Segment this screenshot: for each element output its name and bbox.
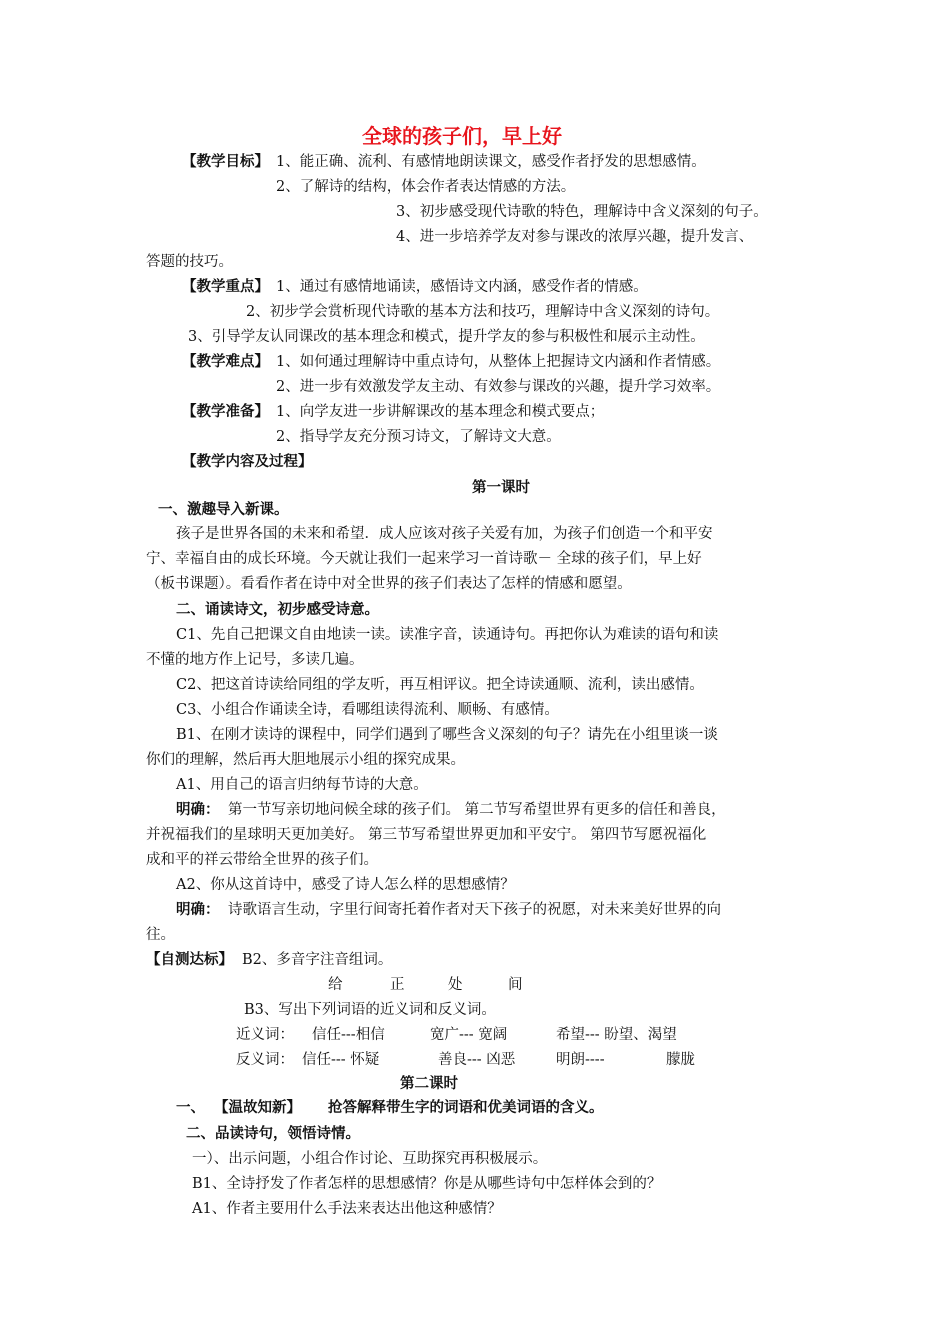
preparation-item-1: 1、向学友进一步讲解课改的基本理念和模式要点； — [276, 404, 605, 420]
lesson1-intro-line-1: 孩子是世界各国的未来和希望．成人应该对孩子关爱有加，为孩子们创造一个和平安 — [176, 526, 713, 542]
clarify-2-line-2: 往。 — [146, 927, 175, 943]
difficulties-item-1: 1、如何通过理解诗中重点诗句，从整体上把握诗文内涵和作者情感。 — [276, 354, 721, 370]
difficulties-item-2: 2、进一步有效激发学友主动、有效参与课改的兴趣，提升学习效率。 — [276, 379, 721, 395]
lesson1-heading: 第一课时 — [472, 479, 530, 496]
lesson2-section-1-num: 一、 — [176, 1099, 205, 1116]
antonym-1: 信任--- 怀疑 — [302, 1052, 380, 1068]
self-test-b2: B2、多音字注音组词。 — [242, 952, 393, 968]
lesson1-section-2: 二、诵读诗文，初步感受诗意。 — [176, 601, 379, 618]
clarify-label-2: 明确： — [176, 901, 220, 918]
polyphone-char: 给 — [328, 977, 343, 993]
lesson2-section-1-text: 抢答解释带生字的词语和优美词语的含义。 — [328, 1099, 604, 1116]
antonym-3: 明朗---- — [556, 1052, 605, 1068]
clarify-label-1: 明确： — [176, 801, 220, 818]
self-test-label: 【自测达标】 — [146, 951, 233, 968]
lesson1-intro-line-3: （板书课题）。看看作者在诗中对全世界的孩子们表达了怎样的情感和愿望。 — [146, 576, 632, 592]
antonym-2: 善良--- 凶恶 — [438, 1052, 516, 1068]
lesson1-section-1: 一、激趣导入新课。 — [158, 501, 289, 518]
self-test-b3: B3、写出下列词语的近义词和反义词。 — [244, 1002, 496, 1018]
antonym-3-word: 朦胧 — [666, 1052, 695, 1068]
lesson1-intro-line-2: 宁、幸福自由的成长环境。今天就让我们一起来学习一首诗歌－ 全球的孩子们，早上好 — [146, 551, 702, 567]
synonym-2: 宽广--- 宽阔 — [430, 1027, 508, 1043]
lesson2-section-2: 二、品读诗句，领悟诗情。 — [186, 1125, 360, 1142]
antonym-label: 反义词： — [236, 1052, 294, 1068]
difficulties-label: 【教学难点】 — [182, 353, 269, 370]
polyphone-char: 间 — [508, 977, 523, 993]
key-points-label: 【教学重点】 — [182, 278, 269, 295]
goals-item-2: 2、了解诗的结构，体会作者表达情感的方法。 — [276, 179, 576, 195]
task-c1: C1、先自己把课文自由地读一读。读准字音，读通诗句。再把你认为难读的语句和读 — [176, 627, 719, 643]
goals-label: 【教学目标】 — [182, 153, 269, 170]
lesson2-task-b1: B1、全诗抒发了作者怎样的思想感情？你是从哪些诗句中怎样体会到的？ — [192, 1176, 662, 1192]
lesson2-section-1-label: 【温故知新】 — [214, 1099, 301, 1116]
lesson2-heading: 第二课时 — [400, 1075, 458, 1092]
goals-item-4: 4、进一步培养学友对参与课改的浓厚兴趣，提升发言、 — [396, 229, 754, 245]
goals-item-3: 3、初步感受现代诗歌的特色，理解诗中含义深刻的句子。 — [396, 204, 768, 220]
lesson2-question-intro: 一）、出示问题，小组合作讨论、互助探究再积极展示。 — [192, 1151, 548, 1167]
key-points-item-1: 1、通过有感情地诵读，感悟诗文内涵，感受作者的情感。 — [276, 279, 648, 295]
key-points-item-2: 2、初步学会赏析现代诗歌的基本方法和技巧，理解诗中含义深刻的诗句。 — [246, 304, 720, 320]
synonym-3: 希望--- 盼望、渴望 — [556, 1027, 677, 1043]
goals-item-4-cont: 答题的技巧。 — [146, 254, 233, 270]
clarify-1-line-1: 第一节写亲切地问候全球的孩子们。 第二节写希望世界有更多的信任和善良， — [228, 802, 726, 818]
clarify-2-line-1: 诗歌语言生动，字里行间寄托着作者对天下孩子的祝愿，对未来美好世界的向 — [228, 902, 721, 918]
goals-item-1: 1、能正确、流利、有感情地朗读课文，感受作者抒发的思想感情。 — [276, 154, 706, 170]
key-points-item-3: 3、引导学友认同课改的基本理念和模式，提升学友的参与积极性和展示主动性。 — [188, 329, 705, 345]
page-title: 全球的孩子们，早上好 — [362, 124, 562, 148]
polyphone-char: 正 — [390, 977, 405, 993]
preparation-label: 【教学准备】 — [182, 403, 269, 420]
preparation-item-2: 2、指导学友充分预习诗文，了解诗文大意。 — [276, 429, 561, 445]
lesson2-task-a1: A1、作者主要用什么手法来表达出他这种感情？ — [192, 1201, 502, 1217]
task-c3: C3、小组合作诵读全诗，看哪组读得流利、顺畅、有感情。 — [176, 702, 559, 718]
task-c1-cont: 不懂的地方作上记号，多读几遍。 — [146, 652, 364, 668]
clarify-1-line-2: 并祝福我们的星球明天更加美好。 第三节写希望世界更加和平安宁。 第四节写愿祝福化 — [146, 827, 707, 843]
task-a2: A2、你从这首诗中，感受了诗人怎么样的思想感情？ — [176, 877, 515, 893]
task-a1: A1、用自己的语言归纳每节诗的大意。 — [176, 777, 428, 793]
synonym-label: 近义词： — [236, 1027, 294, 1043]
process-label: 【教学内容及过程】 — [182, 453, 313, 470]
task-c2: C2、把这首诗读给同组的学友听，再互相评议。把全诗读通顺、流利，读出感情。 — [176, 677, 704, 693]
task-b1-cont: 你们的理解，然后再大胆地展示小组的探究成果。 — [146, 752, 465, 768]
clarify-1-line-3: 成和平的祥云带给全世界的孩子们。 — [146, 852, 378, 868]
polyphone-char: 处 — [448, 977, 463, 993]
task-b1: B1、在刚才读诗的课程中，同学们遇到了哪些含义深刻的句子？请先在小组里谈一谈 — [176, 727, 718, 743]
synonym-1: 信任---相信 — [312, 1027, 385, 1043]
